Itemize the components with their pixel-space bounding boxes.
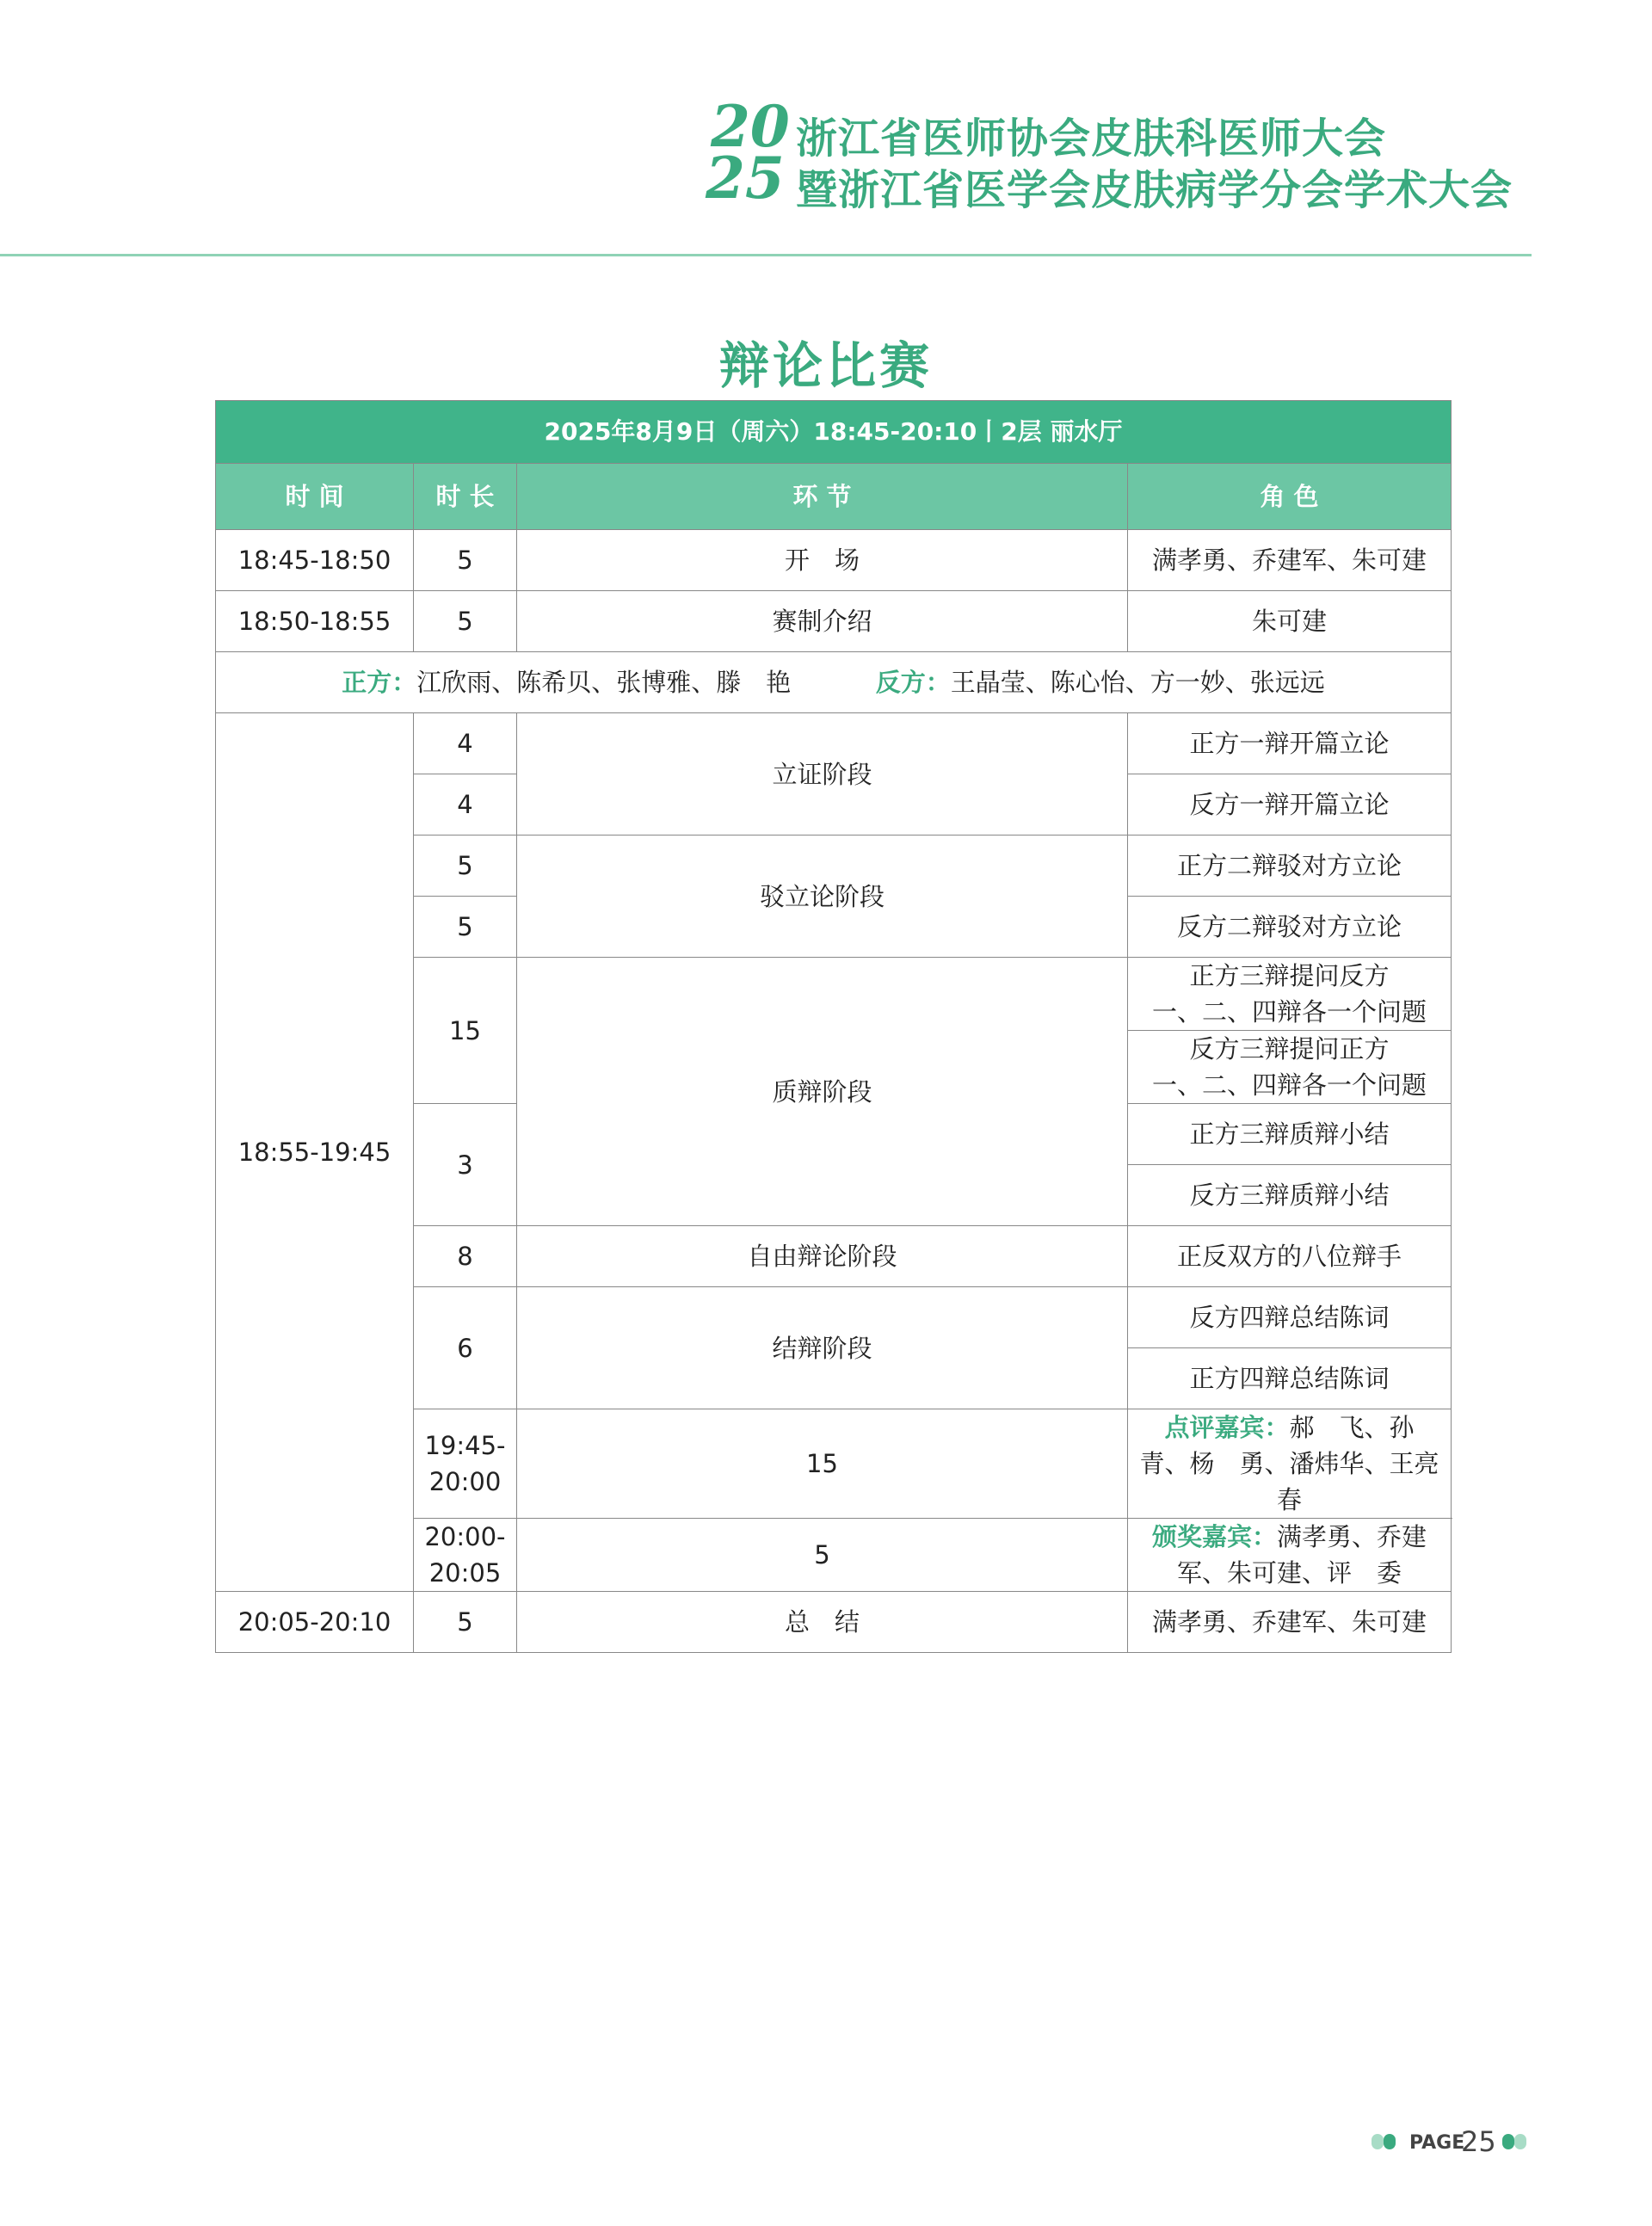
col-header-segment: 环 节 xyxy=(517,464,1128,530)
page-footer xyxy=(1368,2125,1540,2160)
cell-duration: 5 xyxy=(414,897,517,958)
cell-time: 20:05-20:10 xyxy=(216,1592,414,1653)
cell-role: 反方四辩总结陈词 xyxy=(1128,1287,1452,1348)
cell-role: 反方一辩开篇立论 xyxy=(1128,774,1452,836)
cell-duration: 5 xyxy=(414,591,517,652)
table-row xyxy=(216,591,1452,652)
footer-dot-icon xyxy=(1372,2134,1384,2149)
role-line: 反方三辩提问正方 xyxy=(1189,1034,1390,1064)
section-title: 辩论比赛 xyxy=(718,336,933,395)
cell-duration-cross1: 15 xyxy=(414,958,517,1104)
cell-role xyxy=(1128,1031,1452,1104)
review-guests-label: 点评嘉宾： xyxy=(1164,1413,1290,1442)
cell-role: 正方一辩开篇立论 xyxy=(1128,713,1452,774)
review-guests-names: 郝 飞、孙 青、杨 勇、潘炜华、王亮春 xyxy=(1139,1413,1439,1514)
cell-role: 满孝勇、乔建军、朱可建 xyxy=(1128,1592,1452,1653)
col-header-role: 角 色 xyxy=(1128,464,1452,530)
cell-guests xyxy=(1128,1519,1452,1592)
pro-team-label: 正方： xyxy=(342,668,417,697)
cell-time: 19:45-20:00 xyxy=(414,1409,517,1519)
footer-dot-icon xyxy=(1384,2134,1396,2149)
page-label: PAGE xyxy=(1409,2132,1465,2154)
schedule-banner: 2025年8月9日（周六）18:45-20:10丨2层 丽水厅 xyxy=(216,401,1452,464)
award-guests-label: 颁奖嘉宾： xyxy=(1151,1522,1277,1551)
role-line: 正方三辩提问反方 xyxy=(1189,961,1390,990)
table-row xyxy=(216,1592,1452,1653)
role-line: 一、二、四辩各一个问题 xyxy=(1152,997,1427,1027)
debate-schedule-table xyxy=(215,400,1452,1653)
footer-dot-icon xyxy=(1502,2134,1514,2149)
logo-year-top: 20 xyxy=(711,93,790,160)
cell-role xyxy=(1128,958,1452,1031)
cell-duration: 4 xyxy=(414,713,517,774)
logo-year-bottom: 25 xyxy=(706,145,785,212)
header-divider xyxy=(0,254,1532,256)
col-header-time: 时 间 xyxy=(216,464,414,530)
cell-segment-rebut: 驳立论阶段 xyxy=(517,836,1128,958)
cell-duration: 5 xyxy=(414,1592,517,1653)
year-logo xyxy=(706,95,792,215)
pro-team-members: 江欣雨、陈希贝、张博雅、滕 艳 xyxy=(416,668,792,697)
cell-segment: 赛制介绍 xyxy=(517,591,1128,652)
cell-time: 20:00-20:05 xyxy=(414,1519,517,1592)
cell-duration: 5 xyxy=(414,530,517,591)
cell-duration: 4 xyxy=(414,774,517,836)
cell-duration-closing: 6 xyxy=(414,1287,517,1409)
teams-row xyxy=(216,652,1452,713)
cell-role: 正反双方的八位辩手 xyxy=(1128,1226,1452,1287)
conference-title-line2: 暨浙江省医学会皮肤病学分会学术大会 xyxy=(796,166,1513,214)
cell-segment-open: 立证阶段 xyxy=(517,713,1128,836)
cell-duration: 8 xyxy=(414,1226,517,1287)
table-row xyxy=(216,713,1452,774)
page-number: 25 xyxy=(1461,2125,1496,2158)
cell-segment: 自由辩论阶段 xyxy=(517,1226,1128,1287)
cell-role: 正方四辩总结陈词 xyxy=(1128,1348,1452,1409)
award-guests-names: 满孝勇、乔建军、朱可建、评 委 xyxy=(1177,1522,1427,1588)
cell-role: 正方三辩质辩小结 xyxy=(1128,1104,1452,1165)
cell-segment-closing: 结辩阶段 xyxy=(517,1287,1128,1409)
cell-role: 反方二辩驳对方立论 xyxy=(1128,897,1452,958)
table-row xyxy=(216,530,1452,591)
column-header-row xyxy=(216,464,1452,530)
cell-duration: 5 xyxy=(517,1519,1128,1592)
footer-dot-icon xyxy=(1514,2134,1526,2149)
cell-time: 18:45-18:50 xyxy=(216,530,414,591)
cell-segment: 开 场 xyxy=(517,530,1128,591)
role-line: 一、二、四辩各一个问题 xyxy=(1152,1070,1427,1100)
cell-role: 满孝勇、乔建军、朱可建 xyxy=(1128,530,1452,591)
cell-duration: 5 xyxy=(414,836,517,897)
con-team-members: 王晶莹、陈心怡、方一妙、张远远 xyxy=(950,668,1325,697)
cell-segment-cross: 质辩阶段 xyxy=(517,958,1128,1226)
conference-title-line1: 浙江省医师协会皮肤科医师大会 xyxy=(796,114,1387,163)
cell-segment: 总 结 xyxy=(517,1592,1128,1653)
cell-time-debate: 18:55-19:45 xyxy=(216,713,414,1592)
cell-duration: 15 xyxy=(517,1409,1128,1519)
cell-time: 18:50-18:55 xyxy=(216,591,414,652)
cell-role: 反方三辩质辩小结 xyxy=(1128,1165,1452,1226)
con-team-label: 反方： xyxy=(875,668,951,697)
cell-role: 正方二辩驳对方立论 xyxy=(1128,836,1452,897)
cell-duration-cross2: 3 xyxy=(414,1104,517,1226)
teams-cell xyxy=(216,652,1452,713)
cell-role: 朱可建 xyxy=(1128,591,1452,652)
page-header xyxy=(0,0,1652,258)
cell-guests xyxy=(1128,1409,1452,1519)
table-banner-row xyxy=(216,401,1452,464)
col-header-duration: 时 长 xyxy=(414,464,517,530)
